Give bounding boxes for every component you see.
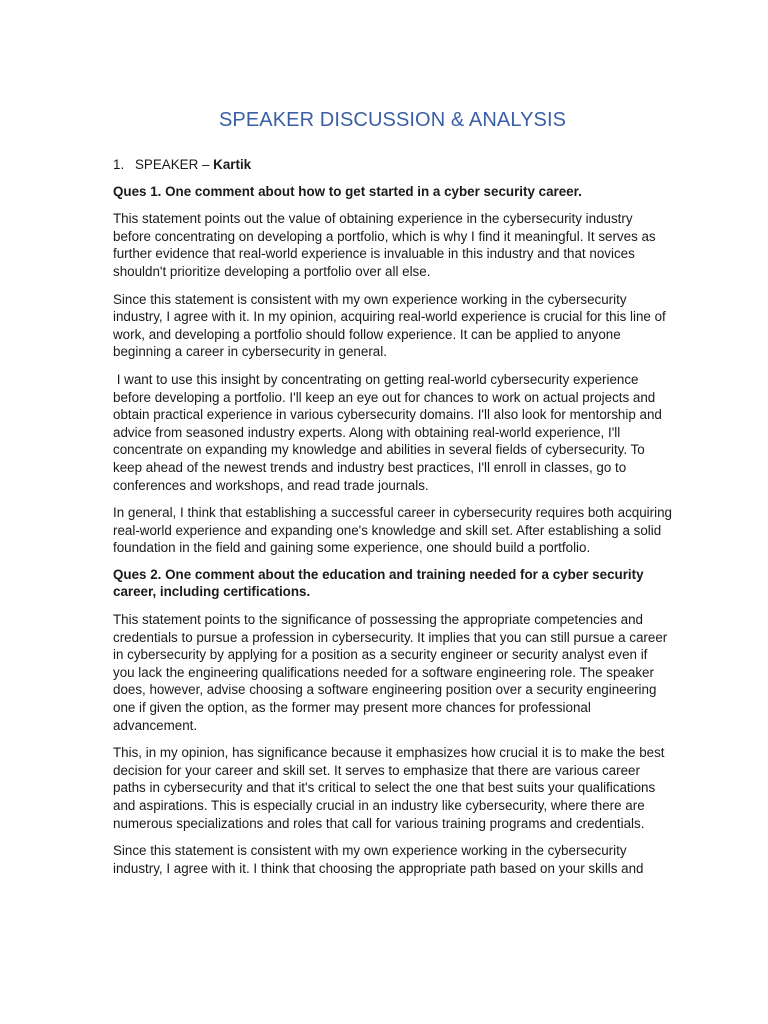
- paragraph: Since this statement is consistent with my own experience working in the cybersecurity industry, I agree with it. I think that choosing the appropriate path based on your skills and: [113, 843, 644, 876]
- list-number: 1.: [113, 157, 125, 172]
- paragraph: I want to use this insight by concentrating on getting real-world cybersecurity experience before developing a portfolio. I'll keep an eye out for chances to work on actual projects and obtain practical experience in various cybersecurity domains. I'll also look for mentorship and advice from seasoned industry experts. Along with obtaining real-world experience, I'll concentrate on expanding my knowledge and abilities in several fields of cybersecurity. To keep ahead of the newest trends and industry best practices, I'll enroll in classes, go to conferences and workshops, and read trade journals.: [113, 371, 666, 493]
- paragraph: This statement points out the value of obtaining experience in the cybersecurity industry before concentrating on developing a portfolio, which is why I find it meaningful. It serves as further evidence that real-world experience is invaluable in this industry and that novices shouldn't prioritize developing a portfolio over all else.: [113, 211, 660, 279]
- speaker-name: Kartik: [213, 157, 252, 172]
- paragraph: Since this statement is consistent with my own experience working in the cybersecurity industry, I agree with it. In my opinion, acquiring real-world experience is crucial for this line of work, and developing a portfolio should follow experience. It can be applied to anyone beginning a career in cybersecurity in general.: [113, 291, 670, 360]
- page-title: SPEAKER DISCUSSION & ANALYSIS: [218, 109, 567, 131]
- question-heading-2: Ques 2. One comment about the education and training needed for a cyber security career, including certifications.: [113, 566, 644, 600]
- paragraph: In general, I think that establishing a successful career in cybersecurity requires both acquiring real-world experience and expanding one's knowledge and skill set. After establishing a solid foundation in the field and gaining some experience, one should build a portfolio.: [113, 505, 676, 556]
- speaker-label: SPEAKER –: [135, 157, 214, 172]
- paragraph: This, in my opinion, has significance because it emphasizes how crucial it is to make the best decision for your career and skill set. It serves to emphasize that there are various career paths in cybersecurity and that it's critical to select the one that best suits your qualifications and aspirations. This is especially crucial in an industry like cybersecurity, where there are numerous specializations and roles that call for various training programs and credentials.: [113, 745, 669, 831]
- speaker-line: [113, 156, 672, 174]
- question-heading-1: Ques 1. One comment about how to get started in a cyber security career.: [113, 183, 582, 199]
- paragraph: This statement points to the significance of possessing the appropriate competencies and credentials to pursue a profession in cybersecurity. It implies that you can still pursue a career in cybersecurity by applying for a position as a security engineer or security analyst even if you lack the engineering qualifications needed for a software engineering role. The speaker does, however, advise choosing a software engineering position over a security engineering one if given the option, as the former may present more chances for professional advancement.: [113, 612, 671, 733]
